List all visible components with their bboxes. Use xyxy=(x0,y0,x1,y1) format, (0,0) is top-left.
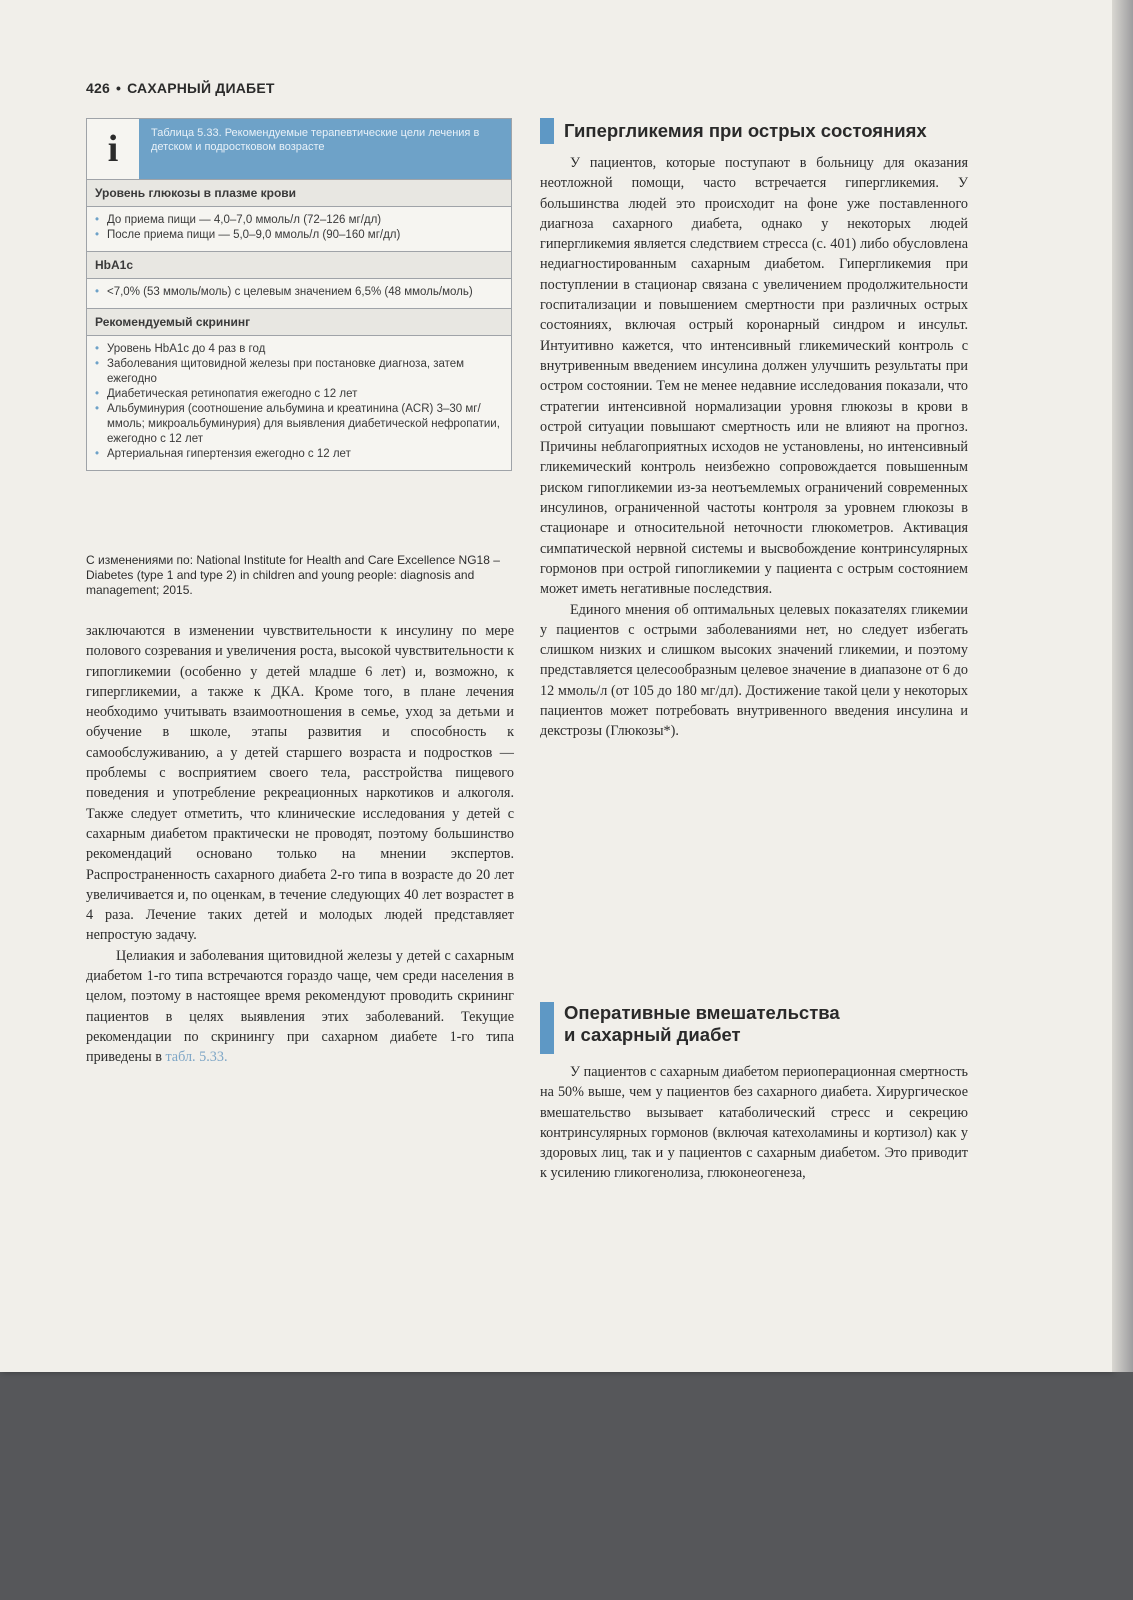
right-column-text xyxy=(540,1062,968,1184)
paragraph: У пациентов с сахарным диабетом периоперационная смертность на 50% выше, чем у пациентов без сахарного диабета. Хирургическое вмешательство вызывает катаболический стресс и секрецию контринсулярных гормонов (включая катехоламины и кортизол) как у здоровых лиц, так и у пациентов с сахарным диабетом. Это приводит к усилению гликогенолиза, глюконеогенеза, xyxy=(540,1064,968,1182)
separator: • xyxy=(115,80,122,96)
table-section-heading: HbA1c xyxy=(87,252,511,279)
list-item: • После приема пищи — 5,0–9,0 ммоль/л (90–160 мг/дл) xyxy=(95,229,401,241)
list-item: • <7,0% (53 ммоль/моль) с целевым значением 6,5% (48 ммоль/моль) xyxy=(95,286,473,298)
paragraph: Целиакия и заболевания щитовидной железы у детей с сахарным диабетом 1-го типа встречаются гораздо чаще, чем среди населения в целом, поэтому в настоящее время рекомендуют проводить скрининг пациентов в целях выявления этих заболеваний. Текущие рекомендации по скринингу при сахарном диабете 1-го типа приведены в табл. 5.33. xyxy=(86,947,514,1066)
info-icon: i xyxy=(87,119,139,179)
list-item: • Альбуминурия (соотношение альбумина и креатинина (ACR) 3–30 мг/ммоль; микроальбуминурия) для выявления диабетической нефропатии, ежегодно с 12 лет xyxy=(95,403,500,445)
table-section-heading: Рекомендуемый скрининг xyxy=(87,309,511,336)
table-title: Таблица 5.33. Рекомендуемые терапевтические цели лечения в детском и подростковом возрасте xyxy=(139,119,511,179)
page-number: 426 xyxy=(86,80,110,96)
section-heading: Гипергликемия при острых состояниях xyxy=(540,118,970,144)
table-5-33 xyxy=(86,118,512,471)
running-head xyxy=(86,80,275,96)
list-item: • Уровень HbA1c до 4 раз в год xyxy=(95,343,266,355)
table-section-body xyxy=(87,207,511,252)
table-section-body xyxy=(87,279,511,309)
list-item: • Диабетическая ретинопатия ежегодно с 12 лет xyxy=(95,388,358,400)
right-column-text xyxy=(540,153,968,742)
list-item: • До приема пищи — 4,0–7,0 ммоль/л (72–126 мг/дл) xyxy=(95,214,382,226)
heading-bar xyxy=(540,118,554,144)
section-heading: Оперативные вмешательства и сахарный диабет xyxy=(540,1002,970,1054)
table-source-note: С изменениями по: National Institute for Health and Care Excellence NG18 – Diabetes (type 1 and type 2) in children and young people: diagnosis and management; 2015. xyxy=(86,553,500,597)
left-column-text xyxy=(86,621,514,1068)
list-item: • Артериальная гипертензия ежегодно с 12 лет xyxy=(95,448,351,460)
chapter-title: САХАРНЫЙ ДИАБЕТ xyxy=(127,80,275,96)
table-header xyxy=(87,119,511,180)
heading-bar xyxy=(540,1002,554,1054)
paragraph: Единого мнения об оптимальных целевых показателях гликемии у пациентов с острыми заболеваниями нет, но следует избегать слишком низких и слишком высоких значений гликемии, и поэтому представляется целесообразным целевое значение в диапазоне от 6 до 12 ммоль/л (от 105 до 180 мг/дл). Достижение такой цели у некоторых пациентов может потребовать внутривенного введения инсулина и декстрозы (Глюкозы*). xyxy=(540,601,968,740)
table-reference-link[interactable]: табл. 5.33. xyxy=(165,1049,228,1066)
list-item: • Заболевания щитовидной железы при постановке диагноза, затем ежегодно xyxy=(95,358,465,385)
table-section-body xyxy=(87,336,511,470)
paragraph: заключаются в изменении чувствительности к инсулину по мере полового созревания и увеличения роста, высокой чувствительности к гипогликемии (особенно у детей младше 6 лет) и, возможно, к гипергликемии, а также к ДКА. Кроме того, в плане лечения необходимо учитывать взаимоотношения в семье, уход за детьми и обучение в школе, этапы развития и способность к самообслуживанию, а у детей старшего возраста и подростков — проблемы с восприятием своего тела, расстройства пищевого поведения и употребление рекреационных наркотиков и алкоголя. Также следует отметить, что клинические исследования у детей с сахарным диабетом практически не проводят, поэтому большинство рекомендаций основано только на мнении экспертов. Распространенность сахарного диабета 2-го типа в возрасте до 20 лет увеличивается и, по оценкам, в течение следующих 40 лет возрастет в 4 раза. Лечение таких детей и молодых людей представляет непростую задачу. xyxy=(86,623,514,944)
table-section-heading: Уровень глюкозы в плазме крови xyxy=(87,180,511,207)
paragraph: У пациентов, которые поступают в больницу для оказания неотложной помощи, часто встречается гипергликемия. У большинства людей это происходит на фоне уже поставленного диагноза сахарного диабета, однако у некоторых людей гипергликемия является следствием стресса (с. 401) либо обусловлена недиагностированным сахарным диабетом. Гипергликемия при поступлении в стационар связана с увеличением продолжительности госпитализации и повышением смертности при различных острых состояниях, включая острый коронарный синдром и инсульт. Интуитивно кажется, что интенсивный гликемический контроль с внутривенным введением инсулина должен улучшить результаты при остром состоянии. Тем не менее недавние исследования показали, что стратегии интенсивной нормализации уровня глюкозы в крови в острой ситуации повышают смертность или не влияют на прогноз. Причины неблагоприятных исходов не установлены, но интенсивный гликемический контроль неизбежно сопровождается повышенным риском гипогликемии из-за неотъемлемых ограничений современных инсулинов, ограниченной частоты контроля за уровнем глюкозы в стационаре и относительной неточности глюкометров. Активация симпатической нервной системы и высвобождение контринсулярных гормонов при острой гипогликемии у пациента с острым состоянием может иметь негативные последствия. xyxy=(540,155,968,598)
